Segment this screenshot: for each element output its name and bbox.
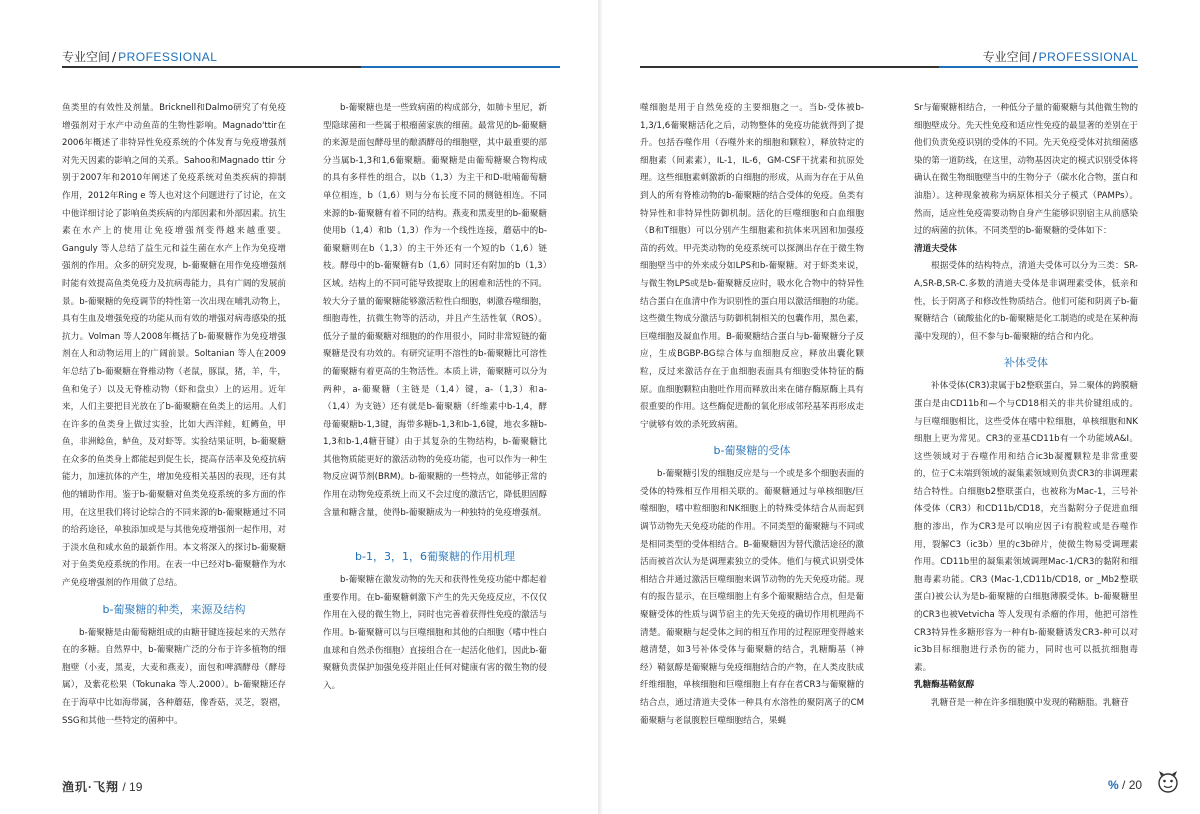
header-section-cn: 专业空间	[982, 50, 1031, 64]
mascot-icon	[1155, 768, 1181, 794]
paragraph: 补体受体(CR3)隶属于b2整联蛋白，异二聚体的跨膜糖蛋白是由CD11b和—个与CD18相关的非共价键组成的。与巨噬细胞相比，这些受体在嗜中粒细胞，单核细胞和NK细胞上更为常见。CR3的亚基CD11b有一个功能域A&I。这些领域对于吞噬作用和结合ic3b凝覆颗粒是非常重要的，位于C末端到领域的凝集素领域则负责CR3的非调理素结合特性。白细胞b2整联蛋白，也被称为Mac-1，三号补体受体（CR3）和CD11b/CD18，充当黏附分子促进血细胞的渗出，作为CR3是可以响应因子i有脱粒或是吞噬作用，裂解C3（ic3b）里的c3b碎片，使微生物易受调理素作用。CD11b里的凝集素领域调理Mac-1/CR3的黏附和细胞毒素功能。CR3 (Mac-1,CD11b/CD18, or _Mb2整联蛋白)被公认为是b-葡聚糖的白细胞薄膜受体。b-葡聚糖里的CR3也被Vetvicha 等人发现有杀瘤的作用，他把可溶性CR3特异性多糖形容为一种有b-葡聚糖诱发CR3-种可以对ic3b目标细胞进行杀伤的能力，同时也可以抵抗细胞毒素。	[914, 381, 1138, 673]
magazine-name: 渔玑·飞翔	[62, 780, 119, 794]
running-header	[62, 48, 217, 65]
text-column-4	[914, 100, 1138, 760]
header-separator: /	[1032, 50, 1037, 64]
text-column-1	[62, 100, 286, 760]
header-rule	[62, 66, 560, 68]
header-section-en: PROFESSIONAL	[1038, 50, 1138, 64]
folio-separator: /	[1122, 778, 1126, 792]
paragraph: Sr与葡聚糖相结合，一种低分子量的葡聚糖与其他微生物的细胞壁成分。先天性免疫和适应性免疫的最显著的差别在于他们负责免疫识别的受体的不同。先天免疫受体对抗细菌感染的第一道防线，在这里，动物基因决定的模式识别受体将确认在微生物细胞壁当中的生物分子（碳水化合物，蛋白和油脂）。这种现象被称为病原体相关分子模式（PAMPs）。然而，适应性免疫需要动物自身产生能够识别宿主从前感染过的病菌的抗体。不同类型的b-葡聚糖的受体如下：	[914, 103, 1138, 237]
folio-separator: /	[122, 780, 126, 794]
right-page	[602, 0, 1200, 814]
section-heading: 补体受体	[1004, 356, 1048, 370]
header-section-cn: 专业空间	[62, 50, 111, 64]
paragraph: 噬细胞是用于自然免疫的主要细胞之一。当b-受体被b-1,3/1,6葡聚糖活化之后，动物整体的免疫功能就得到了提升。包括吞噬作用（吞噬外来的细胞和颗粒），释放特定的细胞素（间素素），IL-1，IL-6，GM-CSF干扰素和抗原处理。这些细胞素刺激新的白细胞的形成，从而为存在于从鱼到人的所有脊椎动物的b-葡聚糖的结合受体的免疫。鱼类有特异性和非特异性防御机制。活化的巨噬细胞和白血细胞（B和T细胞）可以分别产生细胞素和抗体来巩固和加强疫苗的药效。甲壳类动物的免疫系统可以探测出存在于微生物细胞壁当中的外来成分如LPS和b-葡聚糖。对于虾类来说，与微生物LPS或是b-葡聚糖反应时，吸水化合物中的特异性结合蛋白在血清中作为识别性的蛋白用以激活细胞的功能。这些微生物成分激活与防御机制相关的包囊作用，黑色素，巨噬细胞及凝血作用。B-葡聚糖结合蛋白与b-葡聚糖分子反应，生成BGBP-BG综合体与血细胞反应，释放出囊化颗粒，反过来激活存在于血细胞表面具有细胞受体特征的酶原。血细胞颗粒由胞吐作用而释放出来在储存酶原酶上具有很重要的作用。这些酶促进酚的氧化形成邻羟基苯再形成走宁就够有效的杀死致病菌。	[640, 103, 864, 430]
page-number: 19	[129, 780, 143, 794]
section-heading: b-葡聚糖的种类，来源及结构	[102, 602, 246, 616]
paragraph: 根据受体的结构特点，清道夫受体可以分为三类：SR-A,SR-B,SR-C.多数的清道夫受体是非调理素受体，低亲和性，长于阴离子和修改性物质结合。他们可能和阴离子b-葡聚糖结合（硫酸盐化的b-葡聚糖是化工制造的或是在某种海藻中发现的），但不参与b-葡聚糖的结合和内化。	[914, 261, 1138, 342]
page-folio	[1108, 778, 1142, 792]
header-section-en: PROFESSIONAL	[118, 50, 218, 64]
page-folio	[62, 778, 142, 795]
text-column-2	[323, 100, 547, 760]
paragraph: b-葡聚糖引发的细胞反应是与一个或是多个细胞表面的受体的特殊相互作用相关联的。葡聚糖通过与单核细胞/巨噬细胞，嗜中粒细胞和NK细胞上的特殊受体结合从而起到调节动物先天免疫功能的作用。不同类型的葡聚糖与不同或是相同类型的受体相结合。B-葡聚糖因为替代激活途径的激活而被首次认为是调理素独立的受体。他们与模式识别受体相结合并通过激活巨噬细胞来调节动物的先天免疫功能。现有的报告显示，在巨噬细胞上有多个葡聚糖结合点，但是葡聚糖受体的性质与调节宿主的先天免疫的确切作用机理尚不清楚。葡聚糖与起受体之间的相互作用的过程原理变得越来越清楚，如3号补体受体与葡聚糖的结合，乳糖酶基（神经）鞘氨醇是葡聚糖与免疫细胞结合的产物，在人类皮肤成纤维细胞，单核细胞和巨噬细胞上有存在者CR3与葡聚糖的结合点，通过清道夫受体一种具有水溶性的聚阴离子的CM葡聚糖与老鼠腹腔巨噬细胞结合，果蝇	[640, 469, 864, 726]
left-page	[0, 0, 598, 814]
logo-mark-icon: %	[1108, 778, 1119, 792]
header-rule	[640, 66, 1138, 68]
header-separator: /	[112, 50, 117, 64]
section-heading: b-1，3，1，6葡聚糖的作用机理	[355, 550, 515, 564]
paragraph: b-葡聚糖也是一些致病菌的构成部分，如肺卡里尼，新型隐球菌和一些属于根瘤菌家族的细菌。最常见的b-葡聚糖的来源是面包酵母里的酿酒酵母的细胞壁，其中最重要的部分当属b-1,3和1,6葡聚糖。葡聚糖是由葡萄糖聚合物构成的具有多样性的组合，以b（1,3）为主干和D-吡喃葡萄糖单位相连，b（1,6）则与分布长度不同的侧链相连。不同来源的b-葡聚糖有着不同的结构。燕麦和黑麦里的b-葡聚糖使用b（1,4）和b（1,3）作为一个线性连接，蘑菇中的b-葡聚糖则在b（1,3）的主干外还有一个短的b（1,6）链枝。酵母中的b-葡聚糖有b（1,6）同时还有附加的b（1,3）区域。结构上的不同可能导致提取上的困难和活性的不同。较大分子量的葡聚糖能够激活粒性白细胞，刺激吞噬细胞，细胞毒性，抗微生物等的活动，并且产生活性氧（ROS）。低分子量的葡聚糖对细胞的的作用很小，同时非常短链的葡聚糖是没有功效的。有研究证明不溶性的b-葡聚糖比可溶性的葡聚糖有着更高的生物活性。本质上讲，葡聚糖可以分为两种，a-葡聚糖（主链是（1,4）键，a-（1,3）和a-（1,4）为支链）还有就是b-葡聚糖（纤维素中b-1,4，酵母葡聚糖b-1,3键，海带多糖b-1,3和b-1,6键，地衣多糖b-1,3和b-1,4糖苷键）由于其复杂的生物结构，b-葡聚糖比其他物质能更好的激活动物的免疫功能，也可以作为一种生物反应调节剂(BRM)。b-葡聚糖的一些特点，如能够正常的作用在动物免疫系统上而又不会过度的激活它，降低胆固醇含量和糖含量，使得b-葡聚糖成为一种独特的免疫增强剂。	[323, 103, 547, 518]
page-number: 20	[1128, 778, 1143, 792]
paragraph: 乳糖苷是一种在许多细胞膜中发现的鞘糖脂。乳糖苷	[931, 698, 1129, 708]
running-header	[983, 48, 1138, 65]
paragraph: 鱼类里的有效性及剂量。Bricknell和Dalmo研究了有免疫增强剂对于水产中动鱼苗的生物性影响。Magnado'ttir在2006年概述了非特异性免疫系统的个体发育与免疫增强剂对先天因素的影响之间的关系。Sahoo和Magnado ttir 分别于2007年和2010年阐述了免疫系统对鱼类疾病的抑制作用，2012年Ring e 等人也对这个问题进行了讨论，在文中他详细讨论了影响鱼类疾病的内部因素和外部因素。抗生素在水产上的使用让免疫增强剂变得越来越重要。Ganguly 等人总结了益生元和益生菌在水产上作为免疫增强剂的作用。众多的研究发现，b-葡聚糖在用作免疫增强剂时能有效提高鱼类免疫力及抗病毒能力，具有广阔的发展前景。b-葡聚糖的免疫调节的特性第一次出现在哺乳动物上，具有生血及增强免疫的功能从而有效的增强对病毒感染的抵抗力。Volman 等人2008年概括了b-葡聚糖作为免疫增强剂在人和动物运用上的广阔前景。Soltanian 等人在2009年总结了b-葡聚糖在脊椎动物（老鼠，豚鼠，猪，羊，牛，鱼和兔子）以及无脊椎动物（虾和盘虫）上的运用。近年来，人们主要把目光放在了b-葡聚糖在鱼类上的运用。人们在许多的鱼类身上做过实验，比如大西洋鲑，虹鳟鱼，甲鱼，非洲鲶鱼，鲈鱼，及对虾等。实验结果证明，b-葡聚糖在众多的鱼类身上都能起到促生长，提高存活率及免疫抗病能力，加速抗体的产生，增加免疫相关基因的表现，还有其他的辅助作用。鉴于b-葡聚糖对鱼类免疫系统的多方面的作用，在这里我们将讨论综合的不同来源的b-葡聚糖通过不同的给药途径，单独添加或是与其他免疫增强剂一起作用，对于淡水鱼和咸水鱼的最新作用。本文将深入的探讨b-葡聚糖对于鱼类免疫系统的作用。在表一中已经对b-葡聚糖作为水产免疫增强剂的作用做了总结。	[62, 103, 286, 589]
paragraph: b-葡聚糖在激发动物的先天和获得性免疫功能中都起着重要作用。在b-葡聚糖刺激下产生的先天免疫反应，不仅仅作用在入侵的微生物上，同时也完善着获得性免疫的激活与作用。b-葡聚糖可以与巨噬细胞和其他的白细胞（嗜中性白血球和自然杀伤细胞）直接组合在一起活化他们，因此b-葡聚糖负责保护加强免疫并阻止任何对健康有害的微生物的侵入。	[323, 575, 547, 691]
section-heading: b-葡聚糖的受体	[713, 444, 791, 458]
sub-heading: 乳糖酶基鞘氨醇	[914, 680, 975, 691]
sub-heading: 清道夫受体	[914, 243, 957, 254]
paragraph: b-葡聚糖是由葡萄糖组成的由糖苷键连接起来的天然存在的多糖。自然界中，b-葡聚糖广泛的分布于许多植物的细胞壁（小麦，黑麦，大麦和燕麦），面包和啤酒酵母（酵母属），及紫花松果（Tokunaka 等人.2000）。b-葡聚糖还存在于海草中比如海带属，各种蘑菇，像香菇，灵芝，裂褶，SSG和其他一些特定的菌种中。	[62, 627, 286, 726]
text-column-3	[640, 100, 864, 760]
